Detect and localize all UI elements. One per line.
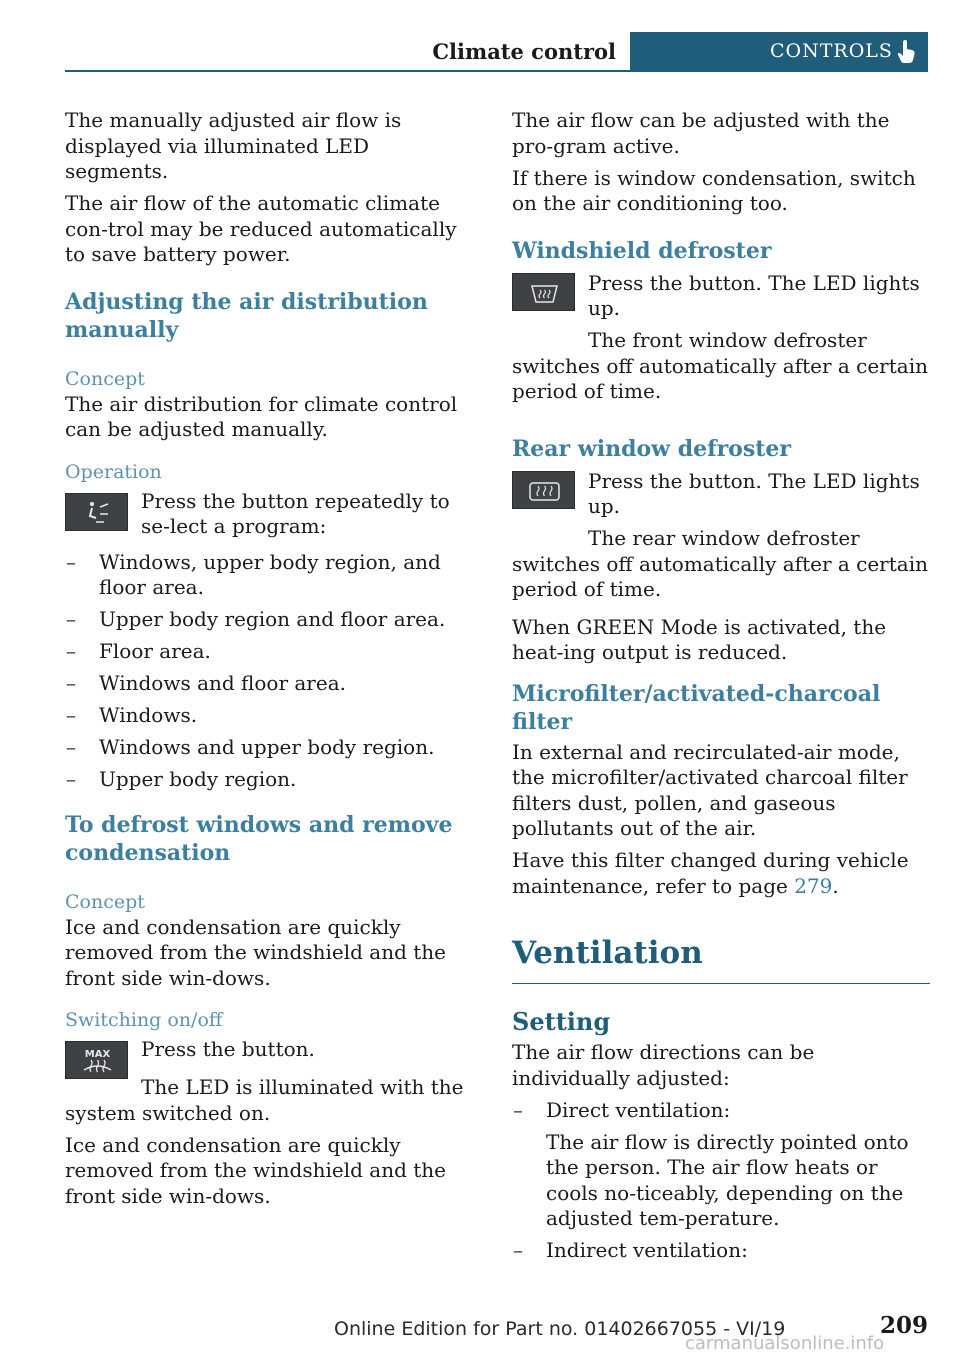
dash-bullet: – xyxy=(66,703,76,727)
heading-setting: Setting xyxy=(512,1007,611,1036)
list-item: – Upper body region and floor area. xyxy=(66,607,446,631)
dash-bullet: – xyxy=(66,735,76,759)
paragraph: The front window defroster switches off automatically after a certain period of time. xyxy=(512,328,928,403)
edition-text: Online Edition for Part no. 01402667055 - VI/19 xyxy=(334,1318,786,1340)
dash-bullet: – xyxy=(513,1097,523,1122)
list-item: – Windows and upper body region. xyxy=(66,735,435,759)
heading-windshield-defroster: Windshield defroster xyxy=(512,237,772,264)
dash-bullet: – xyxy=(66,671,76,695)
windshield-button-row xyxy=(512,271,930,322)
max-button-row xyxy=(65,1037,475,1075)
rear-text: Press the button. The LED lights up. xyxy=(588,468,920,518)
section-title: Climate control xyxy=(432,39,616,64)
right-column xyxy=(512,108,930,1270)
list-item: – Windows and floor area. xyxy=(66,671,346,695)
paragraph: Ice and condensation are quickly removed from the windshield and the front side win-dows. xyxy=(65,914,446,990)
paragraph: The manually adjusted air flow is displayed via illuminated LED segments. xyxy=(65,108,402,183)
list-item: – Floor area. xyxy=(66,639,211,663)
list-item-title: Indirect ventilation: xyxy=(546,1238,748,1262)
heading-ventilation: Ventilation xyxy=(512,935,703,971)
paragraph: If there is window condensation, switch on the air conditioning too. xyxy=(512,165,916,215)
paragraph: The LED is illuminated with the system switched on. xyxy=(65,1075,464,1125)
paragraph-page-reference: Have this filter changed during vehicle maintenance, refer to page 279. xyxy=(512,848,909,898)
list-item: – Windows, upper body region, and floor area. xyxy=(66,549,441,599)
paragraph: When GREEN Mode is activated, the heat-ing output is reduced. xyxy=(512,614,887,664)
switching-text: Press the button. xyxy=(141,1037,315,1061)
dash-bullet: – xyxy=(66,549,76,574)
list-item: – Upper body region. xyxy=(66,767,297,791)
subheading-concept: Concept xyxy=(65,890,145,913)
chapter-tab xyxy=(630,32,928,70)
list-item xyxy=(512,1098,930,1232)
paragraph: Ice and condensation are quickly removed from the windshield and the front side win-dows. xyxy=(65,1132,446,1208)
rear-window-defroster-icon xyxy=(512,471,575,509)
max-icon-label: MAX xyxy=(84,1049,111,1060)
operation-button-row xyxy=(65,489,475,540)
header-rule xyxy=(65,70,928,72)
paragraph: The air flow directions can be individually adjusted: xyxy=(512,1040,815,1090)
subheading-switching: Switching on/off xyxy=(65,1009,223,1031)
paragraph: In external and recirculated-air mode, the microfilter/activated charcoal filter filters dust, pollen, and gaseous pollutants out of the air. xyxy=(512,739,908,840)
list-item-description: The air flow is directly pointed onto the person. The air flow heats or cools no-ticeably, depending on the adjusted tem-perature. xyxy=(546,1129,909,1230)
rear-button-row xyxy=(512,469,930,520)
list-item: – Windows. xyxy=(66,703,198,727)
dash-bullet: – xyxy=(66,767,76,791)
page-reference-link[interactable]: 279 xyxy=(794,873,833,898)
dash-bullet: – xyxy=(66,639,76,663)
dash-bullet: – xyxy=(513,1238,523,1262)
windshield-text: Press the button. The LED lights up. xyxy=(588,270,920,320)
chapter-tab-label: CONTROLS xyxy=(770,40,893,62)
operation-text: Press the button repeatedly to se-lect a program: xyxy=(141,488,450,538)
heading-air-distribution: Adjusting the air distribution manually xyxy=(65,288,428,343)
program-list xyxy=(65,550,475,793)
subheading-concept: Concept xyxy=(65,367,145,390)
subheading-operation: Operation xyxy=(65,460,162,483)
windshield-defroster-icon xyxy=(512,273,575,311)
dash-bullet: – xyxy=(66,607,76,631)
page-number: 209 xyxy=(879,1312,928,1339)
paragraph: The air flow can be adjusted with the pro-gram active. xyxy=(512,108,890,158)
paragraph: The rear window defroster switches off automatically after a certain period of time. xyxy=(512,526,928,601)
pointing-hand-icon xyxy=(896,38,918,68)
heading-defrost: To defrost windows and remove condensation xyxy=(65,811,453,866)
ventilation-list xyxy=(512,1098,930,1264)
left-column xyxy=(65,108,475,1216)
air-distribution-icon xyxy=(65,493,128,531)
paragraph: The air flow of the automatic climate con-trol may be reduced automatically to save battery power. xyxy=(65,191,457,266)
max-defrost-icon xyxy=(65,1041,128,1079)
watermark-text: carmanualsonline.info xyxy=(685,1333,885,1354)
heading-rear-window-defroster: Rear window defroster xyxy=(512,435,791,462)
list-item xyxy=(512,1238,930,1264)
heading-microfilter: Microfilter/activated-charcoal filter xyxy=(512,680,881,735)
section-rule xyxy=(512,983,930,984)
list-item-title: Direct ventilation: xyxy=(546,1097,731,1122)
paragraph: The air distribution for climate control can be adjusted manually. xyxy=(65,391,458,441)
page-header xyxy=(65,32,928,72)
